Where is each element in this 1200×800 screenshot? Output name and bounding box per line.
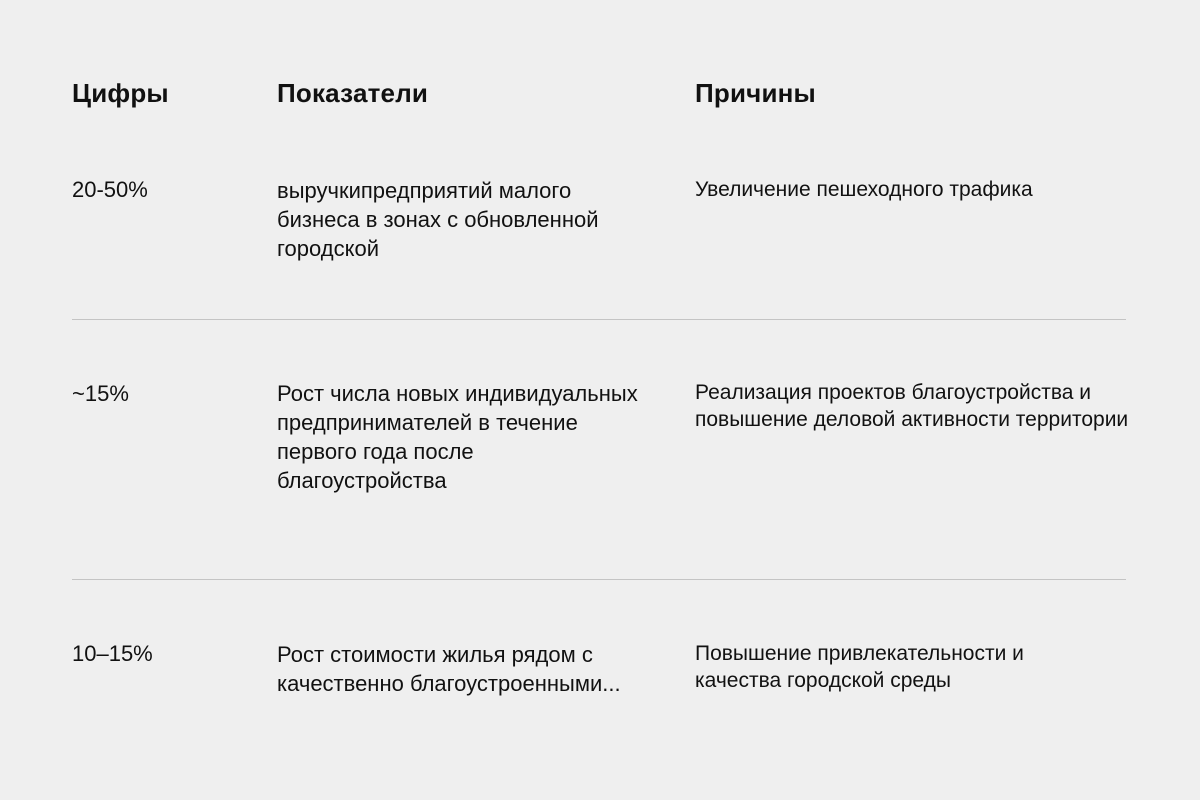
row-3-number: 10–15% — [72, 641, 153, 666]
header-numbers: Цифры — [72, 78, 169, 108]
header-reasons: Причины — [695, 78, 816, 108]
row-divider — [72, 579, 1126, 580]
row-3-reason: Повышение привлекательности и качества городской среды — [695, 642, 1024, 692]
row-1-number: 20-50% — [72, 177, 148, 202]
row-2-number: ~15% — [72, 381, 129, 406]
row-1-reason: Увеличение пешеходного трафика — [695, 178, 1033, 201]
row-3-indicator: Рост стоимости жилья рядом с качественно благоустроенными... — [277, 642, 621, 696]
row-divider — [72, 319, 1126, 320]
row-2-reason: Реализация проектов благоустройства и повышение деловой активности территории — [695, 381, 1129, 431]
row-1-indicator: выручкипредприятий малого бизнеса в зонах с обновленной городской — [277, 178, 599, 261]
header-indicators: Показатели — [277, 78, 429, 108]
row-2-indicator: Рост числа новых индивидуальных предпринимателей в течение первого года после благоустройства — [277, 381, 638, 493]
